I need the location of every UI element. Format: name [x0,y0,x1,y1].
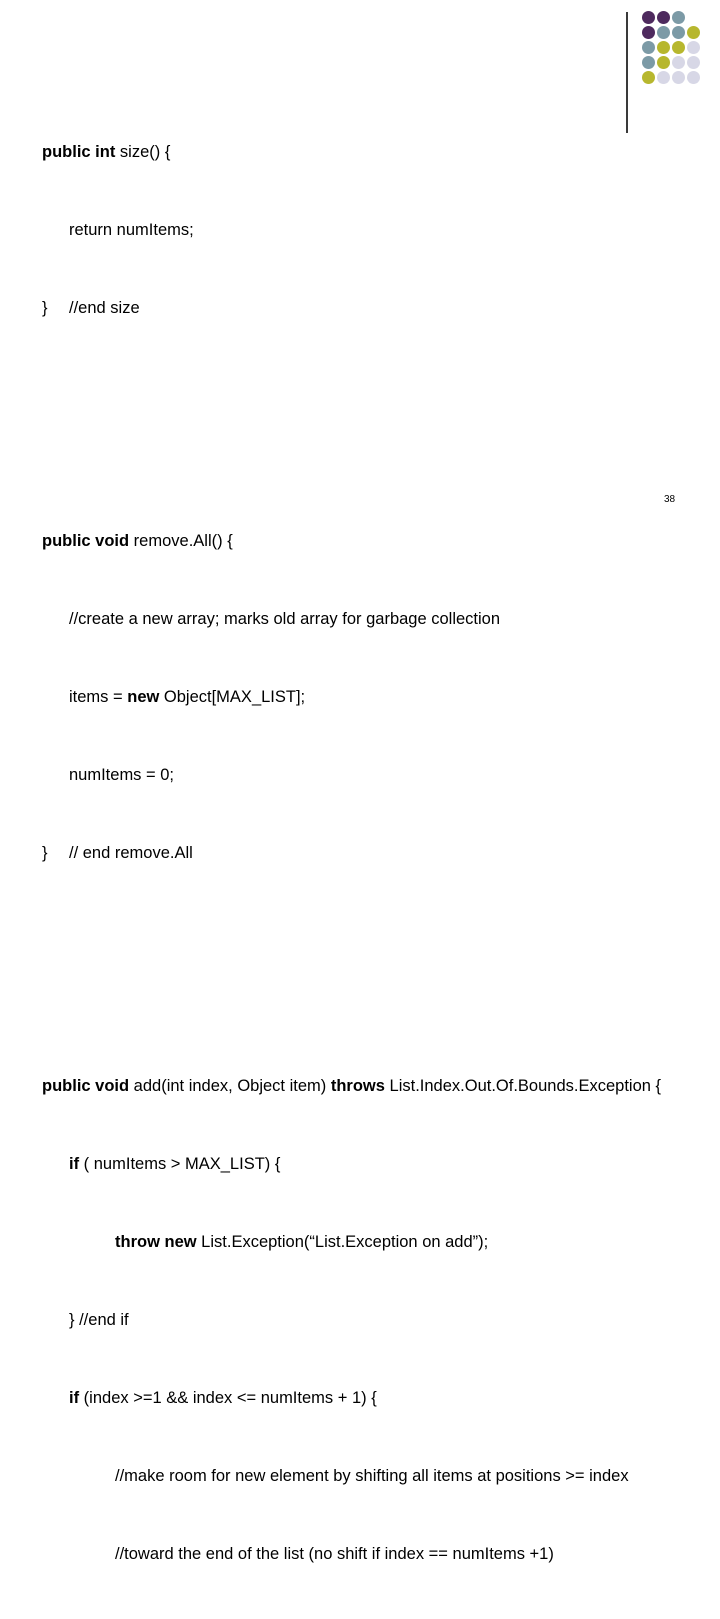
code-line [42,1229,661,1255]
code-line [42,840,661,866]
keyword: public void [42,532,130,550]
code-comment: //end size [69,299,140,317]
code-comment: //make room for new element by shifting all items at positions >= index [115,1467,629,1485]
decorative-dot [642,11,655,24]
code-text: } //end if [69,1311,129,1329]
code-comment: //create a new array; marks old array for garbage collection [69,610,501,628]
keyword: throw new [115,1233,197,1251]
code-line [42,606,661,632]
code-text: size() { [115,143,171,161]
code-line [42,217,661,243]
code-line [42,1073,661,1099]
decorative-dot [672,11,685,24]
blank-line [42,399,661,424]
code-line [42,528,661,554]
code-line [42,762,661,788]
blank-line [42,944,661,969]
code-text: (index >=1 && index <= numItems + 1) { [79,1389,377,1407]
keyword: throws [330,1077,385,1095]
code-line [42,684,661,710]
code-comment: //toward the end of the list (no shift if index == numItems +1) [115,1545,554,1563]
keyword: if [69,1389,80,1407]
closing-brace: } [42,844,48,862]
code-text: return numItems; [69,221,194,239]
code-comment: // end remove.All [69,844,193,862]
decorative-dot [687,26,700,39]
decorative-dot [672,71,685,84]
decorative-dot [687,41,700,54]
code-line [42,1541,661,1567]
code-text: items = [69,688,128,706]
keyword: if [69,1155,80,1173]
keyword: public int [42,143,116,161]
decorative-dot [687,56,700,69]
code-line [42,139,661,165]
code-line [42,1463,661,1489]
code-listing [42,35,661,1619]
page-number: 38 [664,494,676,505]
keyword: new [127,688,160,706]
code-text: ( numItems > MAX_LIST) { [79,1155,281,1173]
decorative-dot [687,71,700,84]
code-line [42,1385,661,1411]
code-line [42,295,661,321]
code-line [42,1307,661,1333]
decorative-dot [672,41,685,54]
code-text: List.Exception(“List.Exception on add”); [196,1233,489,1251]
decorative-dot [672,26,685,39]
keyword: public void [42,1077,130,1095]
code-text: add(int index, Object item) [129,1077,331,1095]
code-text: numItems = 0; [69,766,175,784]
decorative-dot [657,11,670,24]
decorative-dot [672,56,685,69]
code-text: List.Index.Out.Of.Bounds.Exception { [384,1077,662,1095]
code-line [42,1151,661,1177]
code-text: remove.All() { [129,532,233,550]
code-text: Object[MAX_LIST]; [159,688,306,706]
closing-brace: } [42,299,48,317]
